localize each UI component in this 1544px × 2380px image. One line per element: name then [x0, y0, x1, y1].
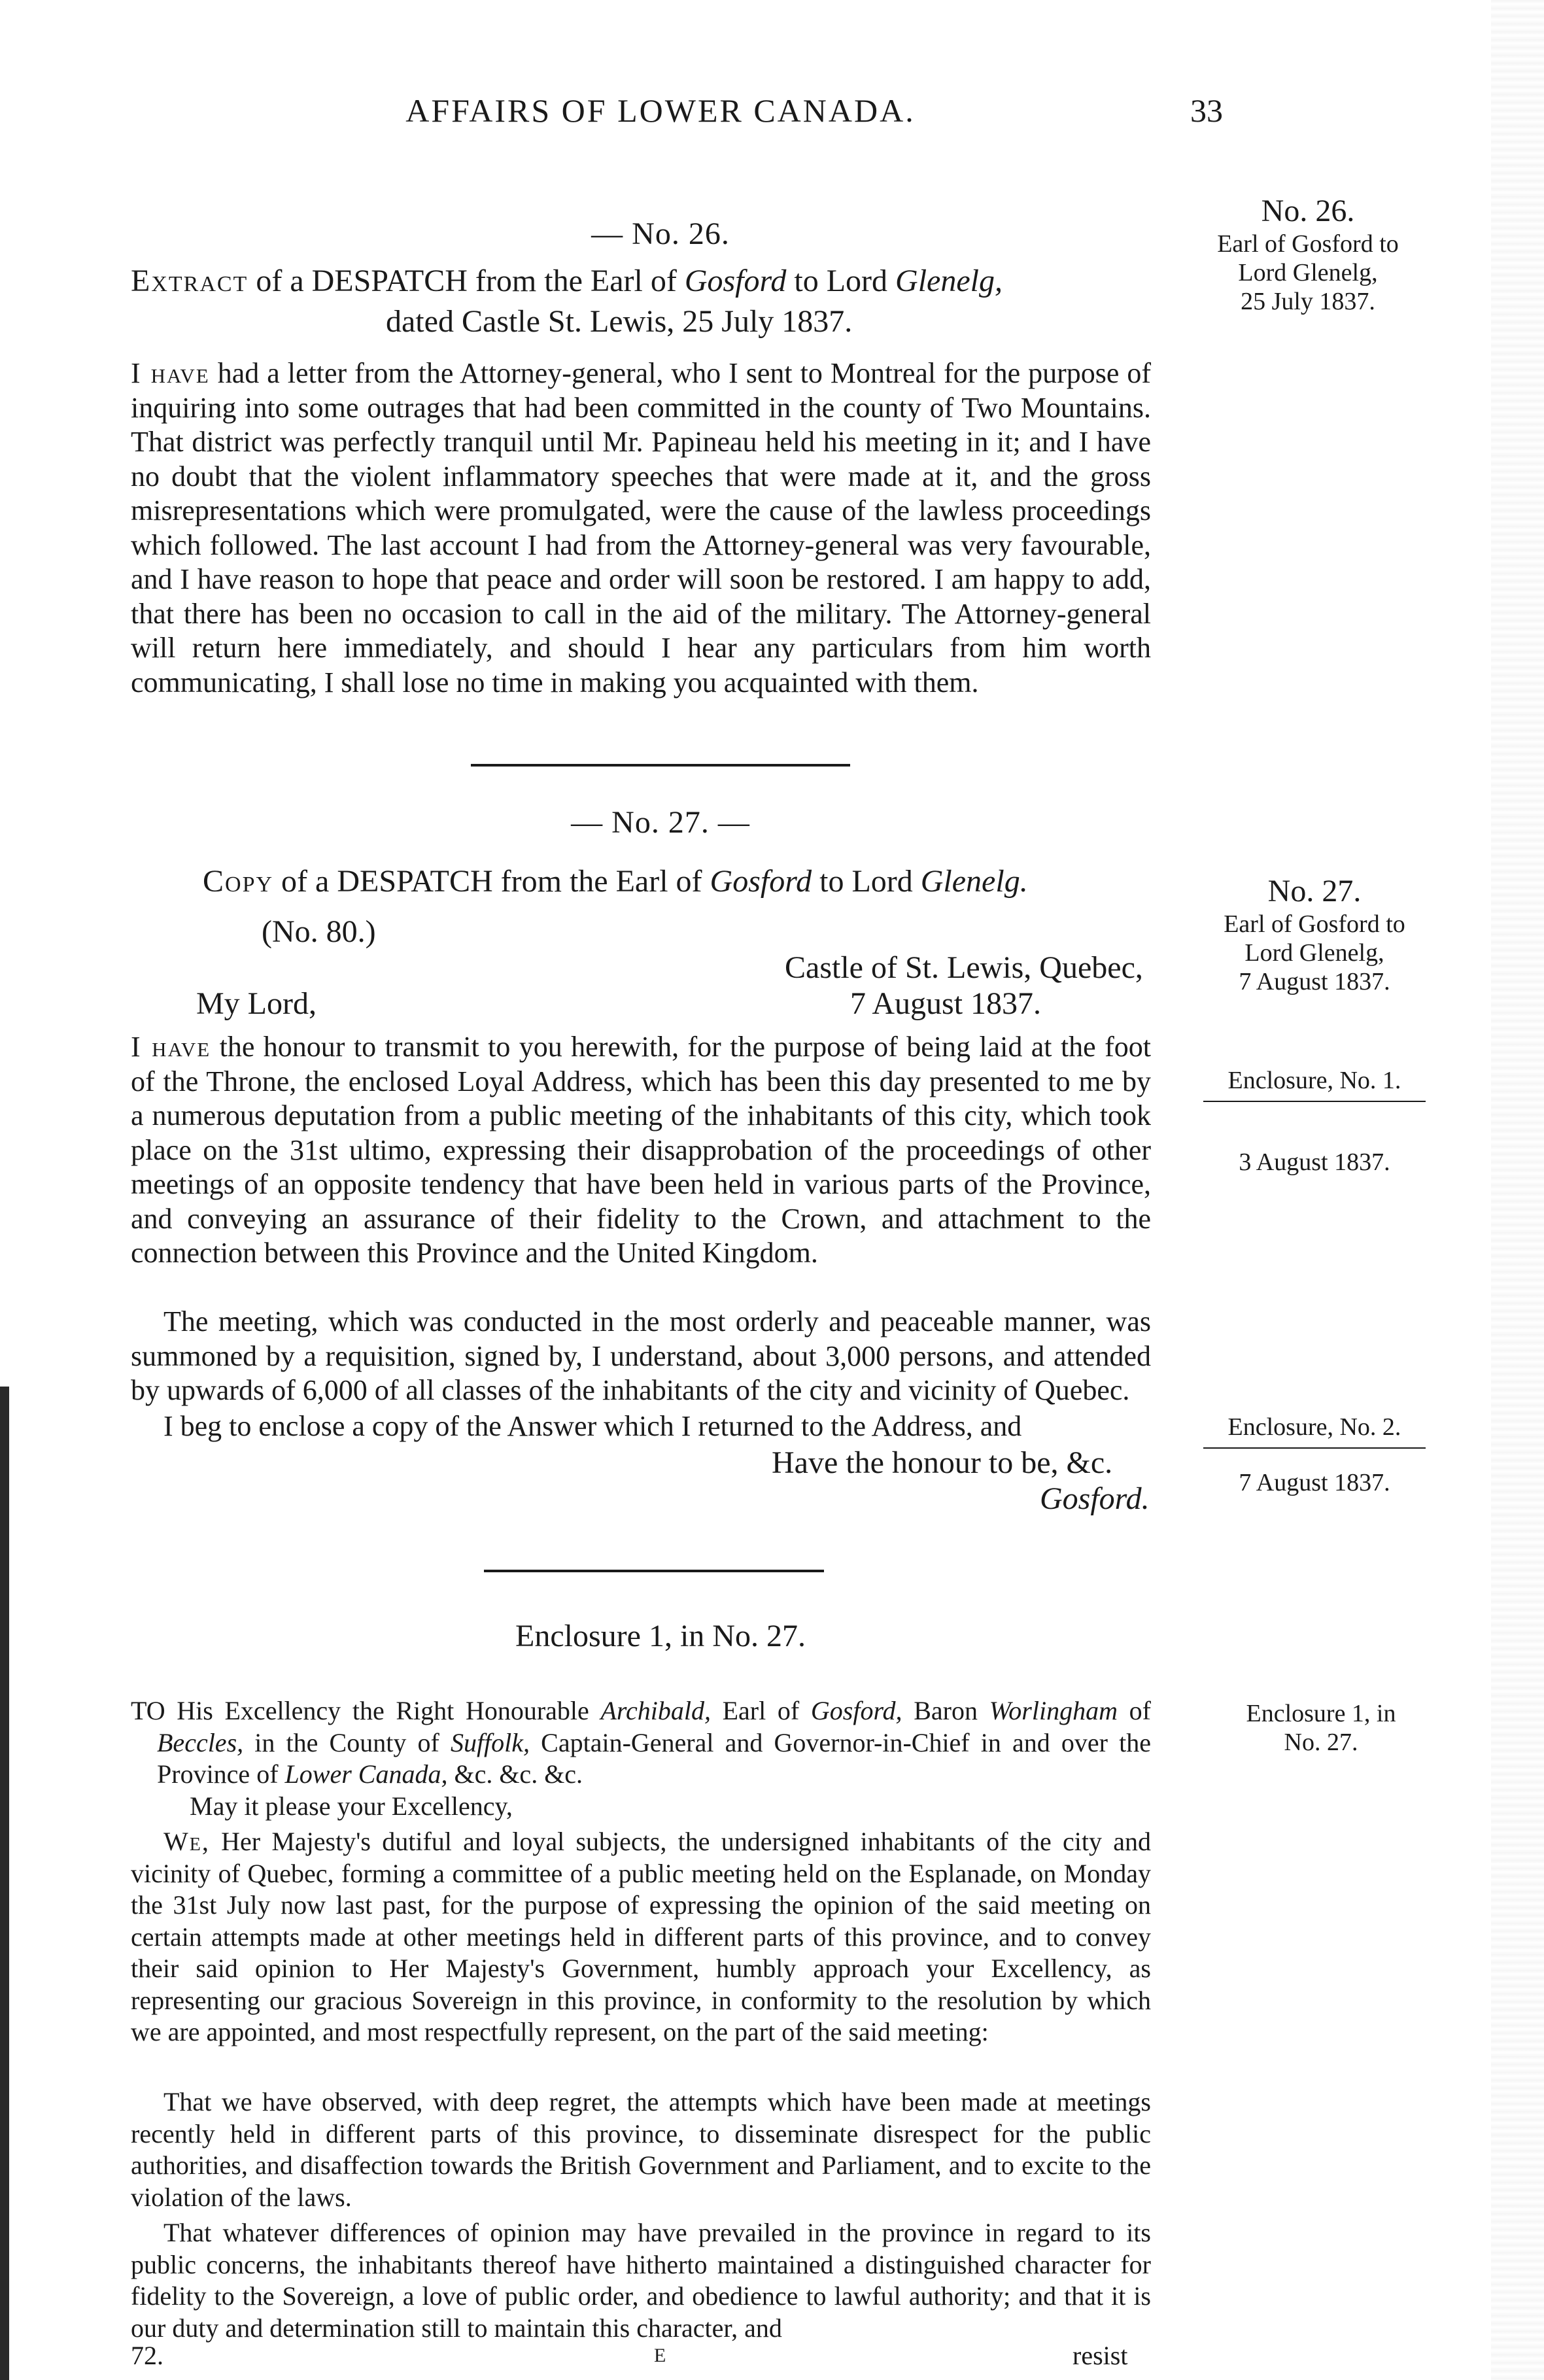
no27-heading-to: to Lord	[812, 864, 921, 899]
address-part-b: Earl of	[710, 1696, 811, 1725]
no26-body-first-word: have	[150, 357, 210, 389]
no26-heading	[131, 262, 1151, 301]
no27-signature	[1040, 1479, 1150, 1519]
no27-heading-glenelg: Glenelg.	[920, 864, 1028, 899]
no27-despatch-number: (No. 80.)	[262, 914, 376, 949]
address-beccles: Beccles,	[157, 1727, 244, 1757]
no27-salutation: My Lord,	[196, 986, 317, 1021]
enclosure1-margin-title: Enclosure 1, in	[1246, 1700, 1396, 1727]
no27-margin-enclosure2-date: 7 August 1837.	[1239, 1469, 1390, 1496]
no27-para2: The meeting, which was conducted in the most orderly and peaceable manner, was summoned by a requisition, signed by, I understand, about 3,000 persons, and attended by upwards of 6,000 of all classes of the inhabitants of the city and vicinity of Quebec.	[131, 1305, 1151, 1406]
no27-margin-line3: 7 August 1837.	[1239, 968, 1390, 995]
margin-rule-2	[1203, 1447, 1426, 1449]
no27-date: 7 August 1837.	[850, 986, 1042, 1021]
address-suffolk: Suffolk,	[450, 1727, 530, 1757]
no27-number-heading: — No. 27. —	[571, 805, 750, 840]
no27-margin-enclosure1-date: 3 August 1837.	[1239, 1148, 1390, 1176]
enclosure1-margin-line1: No. 27.	[1284, 1729, 1358, 1756]
no27-place: Castle of St. Lewis, Quebec,	[785, 950, 1143, 985]
no26-heading-dated: dated Castle St. Lewis, 25 July 1837.	[386, 304, 853, 339]
address-part-c: Baron	[902, 1696, 989, 1725]
no27-heading-mid: of a DESPATCH from the Earl of	[273, 864, 710, 899]
no27-heading	[203, 862, 1184, 901]
address-worlingham: Worlingham	[989, 1696, 1118, 1725]
no26-heading-glenelg: Glenelg,	[895, 264, 1003, 298]
no26-heading-prefix: Extract	[131, 264, 249, 298]
no27-para1: I have the honour to transmit to you herewith, for the purpose of being laid at the foot of the Throne, the enclosed Loyal Address, which has been this day presented to me by a numerous deputation from a public meeting of the inhabitants of this city, which took place on the 31st ultimo, expressing their disapprobation of the proceedings of other meetings of an opposite tendency that have been held in various parts of the Province, and conveying an assurance of their fidelity to the Crown, and attachment to the connection between this Province and the United Kingdom.	[131, 1031, 1151, 1269]
address-part-g: &c. &c. &c.	[447, 1759, 583, 1789]
no26-margin-title: No. 26.	[1261, 194, 1355, 228]
no27-margin-title: No. 27.	[1267, 874, 1362, 908]
no26-body-text: had a letter from the Attorney-general, who I sent to Montreal for the purpose of inquiring into some outrages that had been committed in the county of Two Mountains. That district was perfectly tranquil until Mr. Papineau held his meeting in it; and I have no doubt that the violent inflammatory speeches that were made at it, and the gross misrepresentations which were promulgated, were the cause of the lawless proceedings which followed. The last account I had from the Attorney-general was very favourable, and I have reason to hope that peace and order will soon be restored. I am happy to add, that there has been no occasion to call in the aid of the military. The Attorney-general will return here immediately, and should I hear any particulars from him worth communicating, I shall lose no time in making you acquainted with them.	[131, 357, 1152, 698]
no26-margin-line3: 25 July 1837.	[1241, 288, 1375, 315]
no27-margin-enclosure1: Enclosure, No. 1.	[1227, 1067, 1401, 1094]
footer-signature-mark: 72.	[131, 2341, 163, 2370]
address-gosford: Gosford,	[810, 1696, 902, 1725]
address-part-d: of	[1117, 1696, 1151, 1725]
page-number: 33	[1190, 92, 1223, 129]
running-head-title: AFFAIRS OF LOWER CANADA.	[405, 92, 916, 129]
scan-margin-noise	[1491, 0, 1544, 2380]
address-part-f: Captain-General and Governor-in-Chief in and over the Province of	[157, 1727, 1151, 1789]
no26-margin-line2: Lord Glenelg,	[1238, 259, 1378, 286]
no27-margin-note	[1184, 873, 1445, 996]
no27-margin-enclosure2: Enclosure, No. 2.	[1227, 1413, 1401, 1441]
enclosure1-heading: Enclosure 1, in No. 27.	[515, 1619, 806, 1653]
no27-signature-text: Gosford.	[1040, 1481, 1150, 1516]
no26-number-heading: — No. 26.	[591, 216, 730, 251]
no26-margin-note	[1177, 193, 1439, 316]
section-divider-1	[471, 764, 850, 767]
margin-rule-1	[1203, 1101, 1426, 1102]
address-archibald: Archibald,	[600, 1696, 711, 1725]
no27-heading-prefix: Copy	[203, 864, 274, 899]
no27-para1-text: the honour to transmit to you herewith, for the purpose of being laid at the foot of the Throne, the enclosed Loyal Address, which has been this day presented to me by a numerous deputation from a public meeting of the inhabitants of this city, which took place on the 31st ultimo, expressing their disapprobation of the proceedings of other meetings of an opposite tendency that have been held in various parts of the Province, and conveying an assurance of their fidelity to the Crown, and attachment to the connection between this Province and the United Kingdom.	[131, 1031, 1151, 1269]
enclosure1-para1-text: Her Majesty's dutiful and loyal subjects, the undersigned inhabitants of the city and vicinity of Quebec, forming a committee of a public meeting held on the Esplanade, on Monday the 31st July now last past, for the purpose of expressing the opinion of the said meeting on certain attempts made at other meetings held in different parts of this province, and to convey their said opinion to Her Majesty's Government, humbly approach your Excellency, as representing our gracious Sovereign in this province, in conformity to the resolution by which we are appointed, and most respectfully represent, on the part of the said meeting:	[131, 1827, 1151, 2046]
enclosure1-salutation: May it please your Excellency,	[190, 1791, 513, 1821]
enclosure1-para1-first-word: We,	[163, 1827, 210, 1856]
footer-gathering-letter: E	[654, 2345, 666, 2366]
no27-para1-first-word: have	[152, 1031, 211, 1063]
no26-heading-mid: of a DESPATCH from the Earl of	[248, 264, 685, 298]
no27-para3: I beg to enclose a copy of the Answer which I returned to the Address, and	[163, 1410, 1022, 1442]
enclosure1-address	[131, 1695, 1151, 1791]
no27-margin-line1: Earl of Gosford to	[1224, 910, 1405, 938]
enclosure1-para2: That we have observed, with deep regret, the attempts which have been made at meetings recently held in different parts of this province, to disseminate disrespect for the public authorities, and disaffection towards the British Government and Parliament, and to excite to the violation of the laws.	[131, 2087, 1151, 2212]
no26-margin-line1: Earl of Gosford to	[1217, 230, 1399, 258]
address-part-e: in the County of	[243, 1727, 451, 1757]
scan-binding-edge	[0, 1387, 9, 2380]
enclosure1-margin-note	[1203, 1699, 1439, 1757]
address-lower-canada: Lower Canada,	[284, 1759, 448, 1789]
enclosure1-para3: That whatever differences of opinion may have prevailed in the province in regard to its public concerns, the inhabitants thereof have hitherto maintained a distinguished character for fidelity to the Sovereign, a love of public order, and obedience to lawful authority; and that it is our duty and determination still to maintain this character, and	[131, 2218, 1151, 2343]
footer-catchword: resist	[1072, 2341, 1128, 2370]
section-divider-2	[484, 1570, 824, 1572]
no26-body: I have had a letter from the Attorney-general, who I sent to Montreal for the purpose of inquiring into some outrages that had been committed in the county of Two Mountains. That district was perfectly tranquil until Mr. Papineau held his meeting in it; and I have no doubt that the violent inflammatory speeches that were made at it, and the gross misrepresentations which were promulgated, were the cause of the lawless proceedings which followed. The last account I had from the Attorney-general was very favourable, and I have reason to hope that peace and order will soon be restored. I am happy to add, that there has been no occasion to call in the aid of the military. The Attorney-general will return here immediately, and should I hear any particulars from him worth communicating, I shall lose no time in making you acquainted with them.	[131, 357, 1152, 698]
no26-heading-to: to Lord	[786, 264, 896, 298]
enclosure1-para1	[131, 1826, 1151, 2048]
address-part-a: TO His Excellency the Right Honourable	[131, 1696, 601, 1725]
no27-heading-gosford: Gosford	[710, 864, 812, 899]
no27-closing: Have the honour to be, &c.	[772, 1445, 1113, 1480]
no26-heading-gosford: Gosford	[684, 264, 787, 298]
no27-margin-line2: Lord Glenelg,	[1244, 939, 1384, 967]
